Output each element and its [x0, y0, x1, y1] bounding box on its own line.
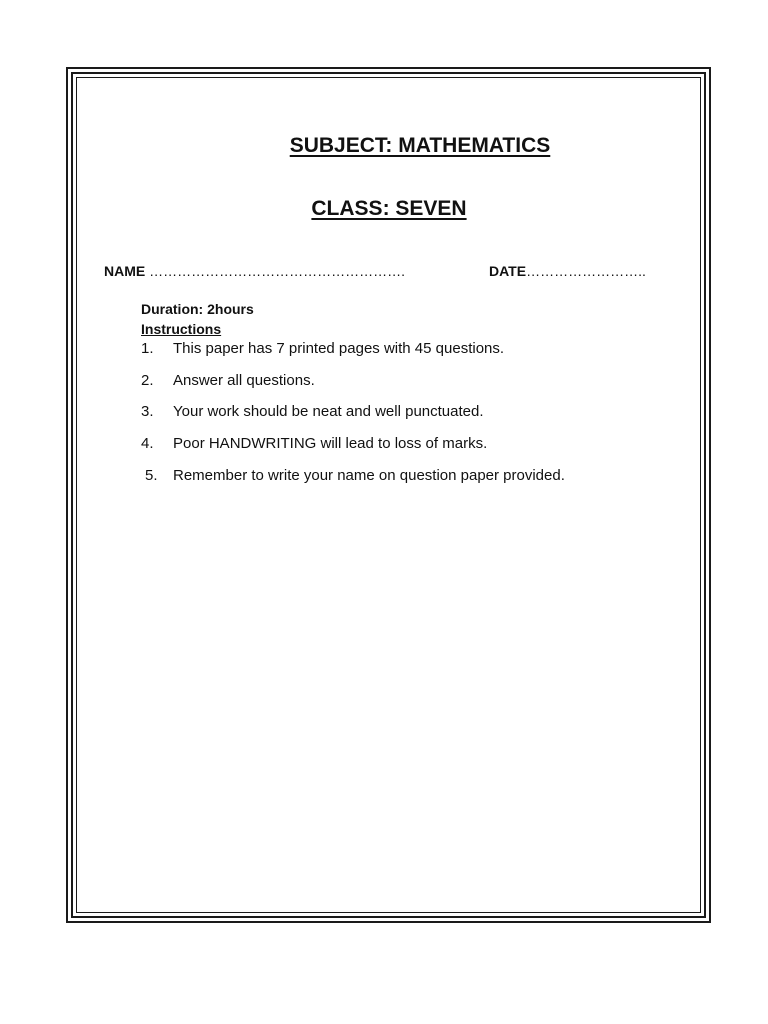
- name-blank: ……………………………………………….: [145, 263, 406, 279]
- instructions-heading: Instructions: [141, 321, 222, 337]
- duration-text: Duration: 2hours: [141, 301, 254, 317]
- instruction-text: Poor HANDWRITING will lead to loss of marks.: [173, 435, 488, 452]
- instruction-text: Answer all questions.: [173, 372, 315, 389]
- instruction-text: Your work should be neat and well punctuated.: [173, 403, 484, 420]
- instruction-number: 3.: [141, 403, 154, 420]
- date-blank: ……………………..: [526, 263, 646, 279]
- instruction-number: 5.: [145, 467, 158, 484]
- subject-title: SUBJECT: MATHEMATICS: [289, 134, 551, 157]
- instruction-text: Remember to write your name on question paper provided.: [173, 467, 565, 484]
- instruction-number: 2.: [141, 372, 154, 389]
- date-field: [489, 263, 646, 279]
- instruction-text: This paper has 7 printed pages with 45 questions.: [173, 340, 505, 357]
- page-border: [66, 67, 711, 923]
- name-label: NAME: [104, 263, 146, 279]
- instruction-number: 1.: [141, 340, 154, 357]
- date-label: DATE: [489, 263, 527, 279]
- instruction-number: 4.: [141, 435, 154, 452]
- name-field: [104, 263, 405, 279]
- class-title: CLASS: SEVEN: [311, 197, 467, 220]
